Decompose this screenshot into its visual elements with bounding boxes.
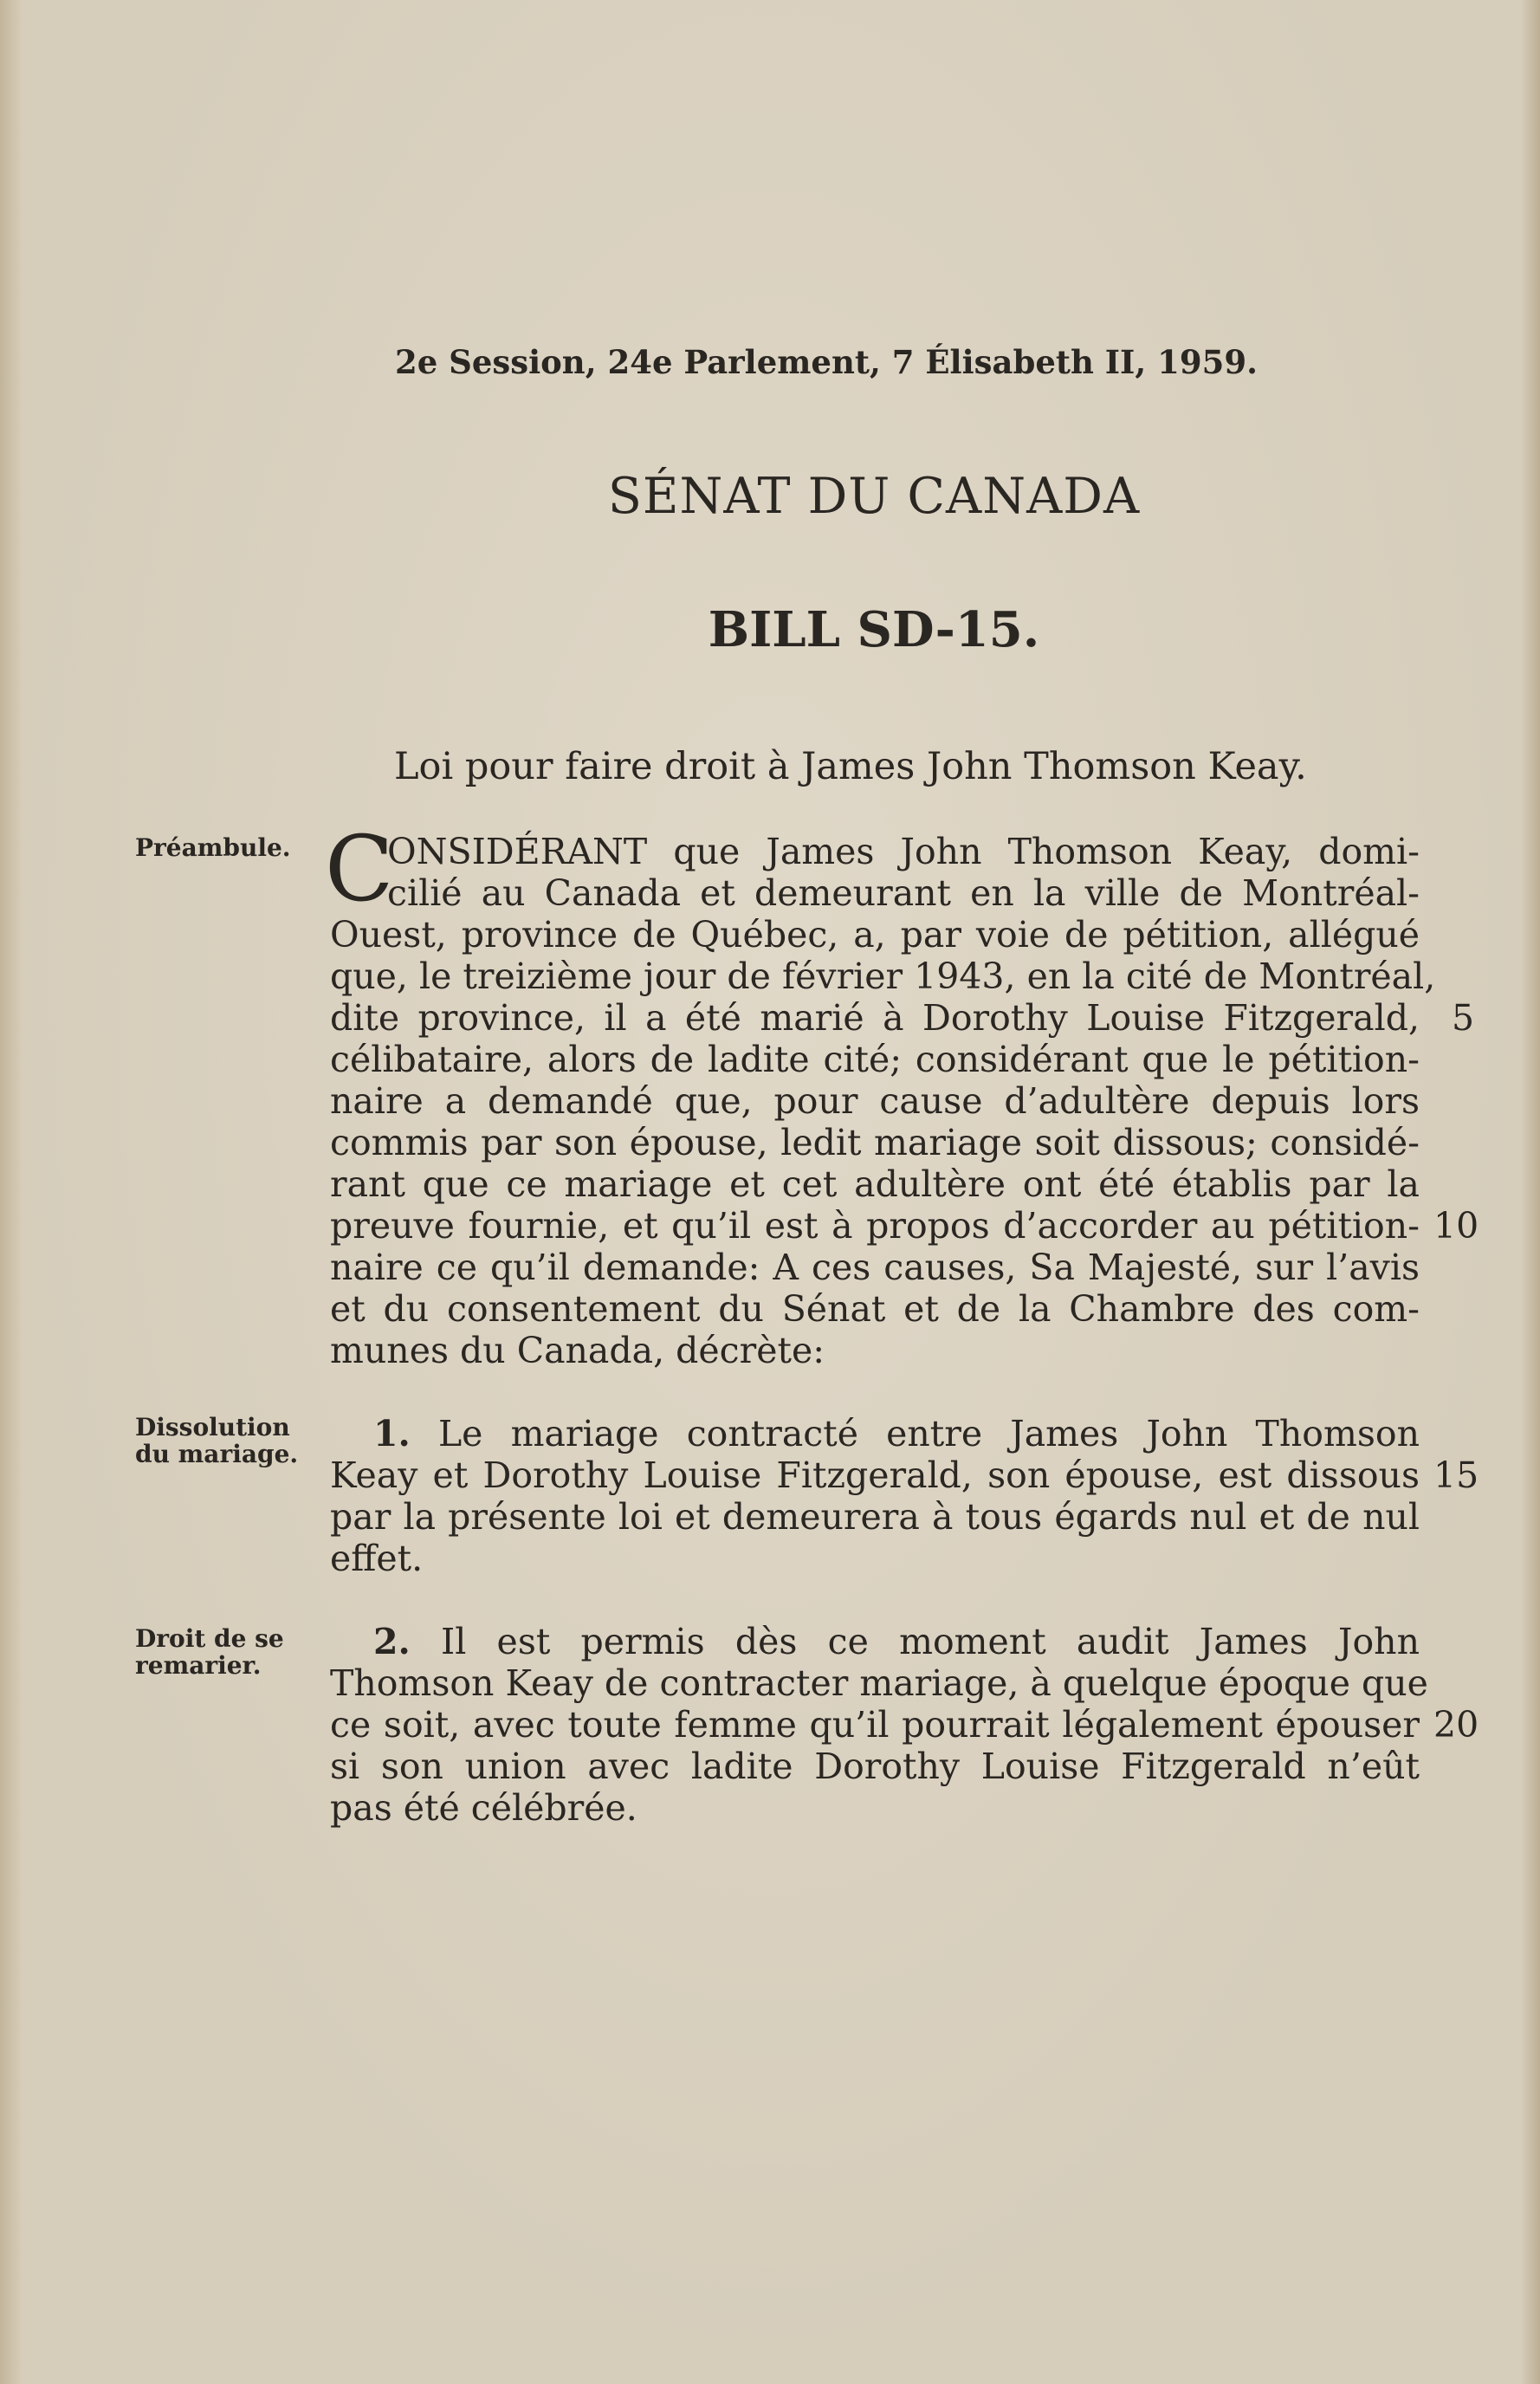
institution-title: SÉNAT DU CANADA — [607, 468, 1141, 525]
session-header: 2e Session, 24e Parlement, 7 Élisabeth II, 1959. — [394, 343, 1258, 381]
line-number: 20 — [1433, 1704, 1479, 1746]
section-line-text: Le mariage contracté entre James John Thomson — [437, 1413, 1420, 1454]
margin-note-line: du mariage. — [135, 1440, 299, 1468]
margin-note-line: remarier. — [135, 1651, 262, 1680]
section-line-text: Il est permis dès ce moment audit James John — [441, 1621, 1420, 1662]
preamble-line: munes du Canada, décrète: — [330, 1330, 825, 1371]
preamble-text — [325, 816, 1436, 1371]
section-line: pas été célébrée. — [330, 1787, 637, 1829]
margin-note-dissolution — [135, 1414, 308, 1467]
section-line: Keay et Dorothy Louise Fitzgerald, son épouse, est dissous — [330, 1454, 1420, 1496]
preamble-line: preuve fournie, et qu’il est à propos d’accorder au pétition- — [330, 1205, 1420, 1247]
section-number: 2. — [373, 1621, 411, 1662]
preamble-line: rant que ce mariage et cet adultère ont été établis par la — [330, 1163, 1420, 1205]
preamble-line: commis par son épouse, ledit mariage soit dissous; considé- — [330, 1122, 1420, 1163]
preamble-line: que, le treizième jour de février 1943, en la cité de Montréal, — [330, 956, 1436, 997]
section-line: Thomson Keay de contracter mariage, à quelque époque que — [330, 1662, 1428, 1704]
line-number: 5 — [1452, 997, 1475, 1039]
bill-title: Loi pour faire droit à James John Thomson Keay. — [394, 745, 1307, 788]
dropcap-letter: C — [325, 816, 394, 922]
preamble-line: dite province, il a été marié à Dorothy Louise Fitzgerald, — [330, 997, 1420, 1039]
preamble-line: et du consentement du Sénat et de la Chambre des com- — [330, 1288, 1420, 1330]
line-number: 15 — [1433, 1454, 1479, 1496]
preamble-line: Ouest, province de Québec, a, par voie de pétition, allégué — [330, 914, 1420, 956]
preamble-line: cilié au Canada et demeurant en la ville de Montréal- — [387, 872, 1420, 914]
margin-note-line: Dissolution — [135, 1413, 290, 1441]
margin-note-preamble: Préambule. — [135, 833, 291, 862]
preamble-line: ONSIDÉRANT que James John Thomson Keay, domi- — [387, 831, 1420, 872]
section-1-text — [330, 1413, 1420, 1579]
margin-note-line: Droit de se — [135, 1624, 284, 1653]
section-line — [330, 1413, 1420, 1454]
bill-number: BILL SD-15. — [708, 601, 1040, 658]
preamble-line: naire ce qu’il demande: A ces causes, Sa Majesté, sur l’avis — [330, 1247, 1420, 1288]
margin-note-remarriage — [135, 1625, 308, 1679]
section-line: effet. — [330, 1538, 424, 1579]
section-line: si son union avec ladite Dorothy Louise Fitzgerald n’eût — [330, 1746, 1420, 1787]
section-line: ce soit, avec toute femme qu’il pourrait légalement épouser — [330, 1704, 1420, 1746]
preamble-line: naire a demandé que, pour cause d’adultère depuis lors — [330, 1080, 1420, 1122]
section-2-text — [330, 1621, 1428, 1829]
section-number: 1. — [373, 1413, 411, 1454]
preamble-line: célibataire, alors de ladite cité; considérant que le pétition- — [330, 1039, 1420, 1080]
line-number: 10 — [1433, 1205, 1479, 1247]
section-line: par la présente loi et demeurera à tous égards nul et de nul — [330, 1496, 1420, 1538]
section-line — [330, 1621, 1420, 1662]
